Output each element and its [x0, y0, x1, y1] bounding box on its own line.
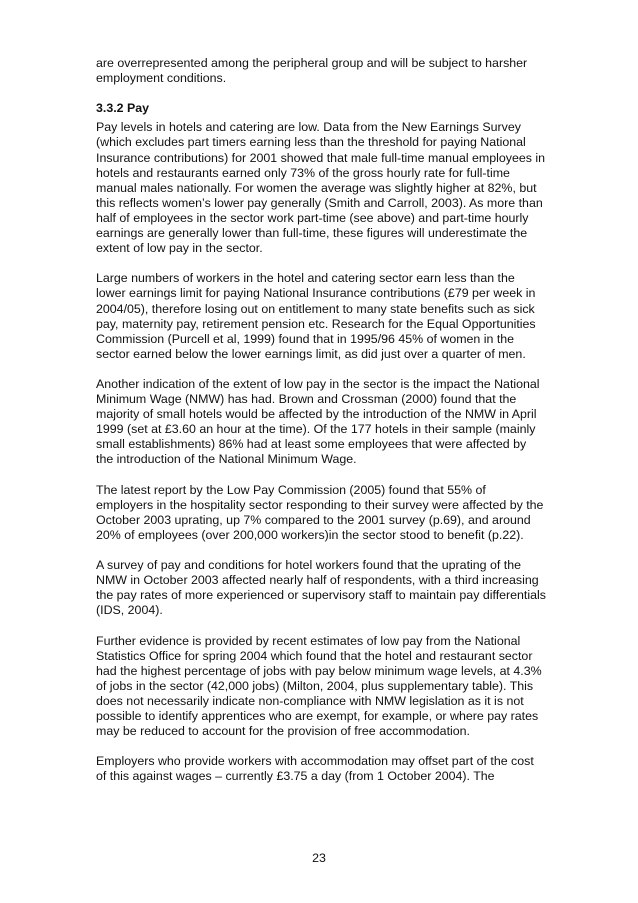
paragraph-accommodation: Employers who provide workers with accommodation may offset part of the cost of this against wages – currently £3.75 a day (from 1 October 2004). The	[96, 754, 534, 784]
page-number: 23	[312, 851, 326, 865]
paragraph-earnings-limit: Large numbers of workers in the hotel and catering sector earn less than the lower earnings limit for paying National Insurance contributions (£79 per week in 2004/05), therefore losing out on entitlement to many state benefits such as sick pay, maternity pay, retirement pension etc. Research for the Equal Opportunities Commission (Purcell et al, 1999) found that in 1995/96 45% of women in the sector earned below the lower earnings limit, as did just over a quarter of men.	[96, 271, 536, 361]
document-page	[96, 56, 546, 800]
paragraph-hotel-survey: A survey of pay and conditions for hotel workers found that the uprating of the NMW in October 2003 affected nearly half of respondents, with a third increasing the pay rates of more experienced or supervisory staff to maintain pay differentials (IDS, 2004).	[96, 558, 546, 618]
intro-paragraph: are overrepresented among the peripheral group and will be subject to harsher employment conditions.	[96, 56, 528, 86]
section-heading: 3.3.2 Pay	[96, 101, 150, 116]
paragraph-pay-levels: Pay levels in hotels and catering are low. Data from the New Earnings Survey (which excludes part timers earning less than the threshold for paying National Insurance contributions) for 2001 showed that male full-time manual employees in hotels and restaurants earned only 73% of the gross hourly rate for full-time manual males nationally. For women the average was slightly higher at 82%, but this reflects women’s lower pay generally (Smith and Carroll, 2003). As more than half of employees in the sector work part-time (see above) and part-time hourly earnings are generally lower than full-time, these figures will underestimate the extent of low pay in the sector.	[96, 120, 546, 256]
paragraph-minimum-wage-impact: Another indication of the extent of low pay in the sector is the impact the National Minimum Wage (NMW) has had. Brown and Crossman (2000) found that the majority of small hotels would be affected by the introduction of the NMW in April 1999 (set at £3.60 an hour at the time). Of the 177 hotels in their sample (mainly small establishments) 86% had at least some employees that were affected by the introduction of the National Minimum Wage.	[96, 376, 540, 467]
paragraph-national-statistics: Further evidence is provided by recent estimates of low pay from the National Statistics Office for spring 2004 which found that the hotel and restaurant sector had the highest percentage of jobs with pay below minimum wage levels, at 4.3% of jobs in the sector (42,000 jobs) (Milton, 2004, plus supplementary table). This does not necessarily indicate non-compliance with NMW legislation as it is not possible to identify apprentices who are exempt, for example, or where pay rates may be reduced to account for the provision of free accommodation.	[96, 633, 542, 739]
paragraph-low-pay-commission: The latest report by the Low Pay Commission (2005) found that 55% of employers in the hospitality sector responding to their survey were affected by the October 2003 uprating, up 7% compared to the 2001 survey (p.69), and around 20% of employees (over 200,000 workers)in the sector stood to benefit (p.22).	[96, 482, 544, 542]
